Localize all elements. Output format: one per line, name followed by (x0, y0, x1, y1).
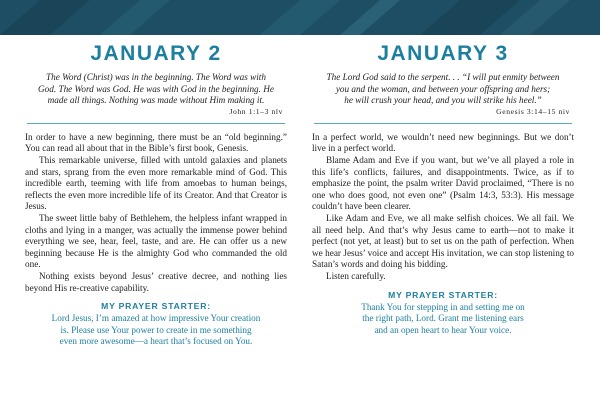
scripture-verse (312, 72, 574, 107)
paragraph: Nothing exists beyond Jesus’ creative decree, and nothing lies beyond His re-creative capability. (25, 270, 287, 293)
paragraph: Blame Adam and Eve if you want, but we’ve all played a role in this life’s conflicts, failures, and disappointments. Twice, as if to emphasize the point, the psalm writer David proclaimed, “There is no one who does good, not even one” (Psalm 14:3, 53:3). His message couldn’t have been clearer. (312, 154, 574, 212)
devotional-body (25, 132, 287, 294)
paragraph: The sweet little baby of Bethlehem, the helpless infant wrapped in cloths and lying in a manger, was actually the immense power behind everything we see, hear, feel, taste, and are. He can offer us a new beginning because He is the almighty God who commanded the old one. (25, 212, 287, 270)
divider (314, 123, 572, 124)
verse-line: God. The Word was God. He was with God in the beginning. He (38, 83, 274, 94)
left-page (25, 38, 287, 348)
page-title: JANUARY 3 (377, 42, 509, 65)
prayer-line: the right path, Lord. Grant me listening ears (362, 313, 524, 324)
scripture-verse (25, 72, 287, 107)
header-banner (0, 0, 600, 35)
prayer-heading: MY PRAYER STARTER: (388, 289, 498, 300)
verse-line: The Lord God said to the serpent. . . “I will put enmity between (326, 72, 560, 82)
prayer-text (25, 313, 287, 348)
page-title: JANUARY 2 (90, 42, 222, 65)
prayer-text (312, 302, 574, 337)
right-page (312, 38, 574, 336)
divider (27, 123, 285, 124)
scripture-reference: Genesis 3:14–15 niv (496, 106, 570, 116)
verse-line: he will crush your head, and you will strike his heel.” (344, 95, 542, 106)
prayer-line: even more awesome—a heart that’s focused on You. (59, 336, 253, 347)
paragraph: Listen carefully. (326, 270, 386, 281)
prayer-line: and an open heart to hear Your voice. (374, 324, 512, 335)
paragraph: This remarkable universe, filled with untold galaxies and planets and stars, sprang from the even more remarkable mind of God. This incredible earth, teeming with life from amoebas to human beings, reflects the even more incredible life of its Creator. And that Creator is Jesus. (25, 154, 287, 212)
verse-line: you and the woman, and between your offspring and hers; (335, 83, 551, 94)
prayer-line: Thank You for stepping in and setting me on (361, 301, 525, 312)
verse-line: The Word (Christ) was in the beginning. The Word was with (46, 72, 266, 82)
prayer-line: is. Please use Your power to create in me something (60, 324, 252, 335)
devotional-body (312, 132, 574, 283)
verse-line: made all things. Nothing was made without Him making it. (47, 95, 265, 106)
prayer-heading: MY PRAYER STARTER: (101, 301, 211, 312)
banner-pattern (0, 0, 600, 35)
paragraph: In a perfect world, we wouldn’t need new beginnings. But we don’t live in a perfect world. (312, 131, 574, 154)
prayer-line: Lord Jesus, I’m amazed at how impressive Your creation (51, 313, 261, 324)
scripture-reference: John 1:1–3 nlv (229, 106, 283, 116)
paragraph: Like Adam and Eve, we all make selfish choices. We all fail. We all need help. And that’s why Jesus came to earth—not to make it perfect (not yet, at least) but to set us on the path of perfection. When we hear Jesus’ voice and accept His invitation, we can stop listening to Satan’s words and doing his bidding. (312, 212, 574, 270)
paragraph: In order to have a new beginning, there must be an “old beginning.” You can read all about that in the Bible’s first book, Genesis. (25, 131, 287, 154)
